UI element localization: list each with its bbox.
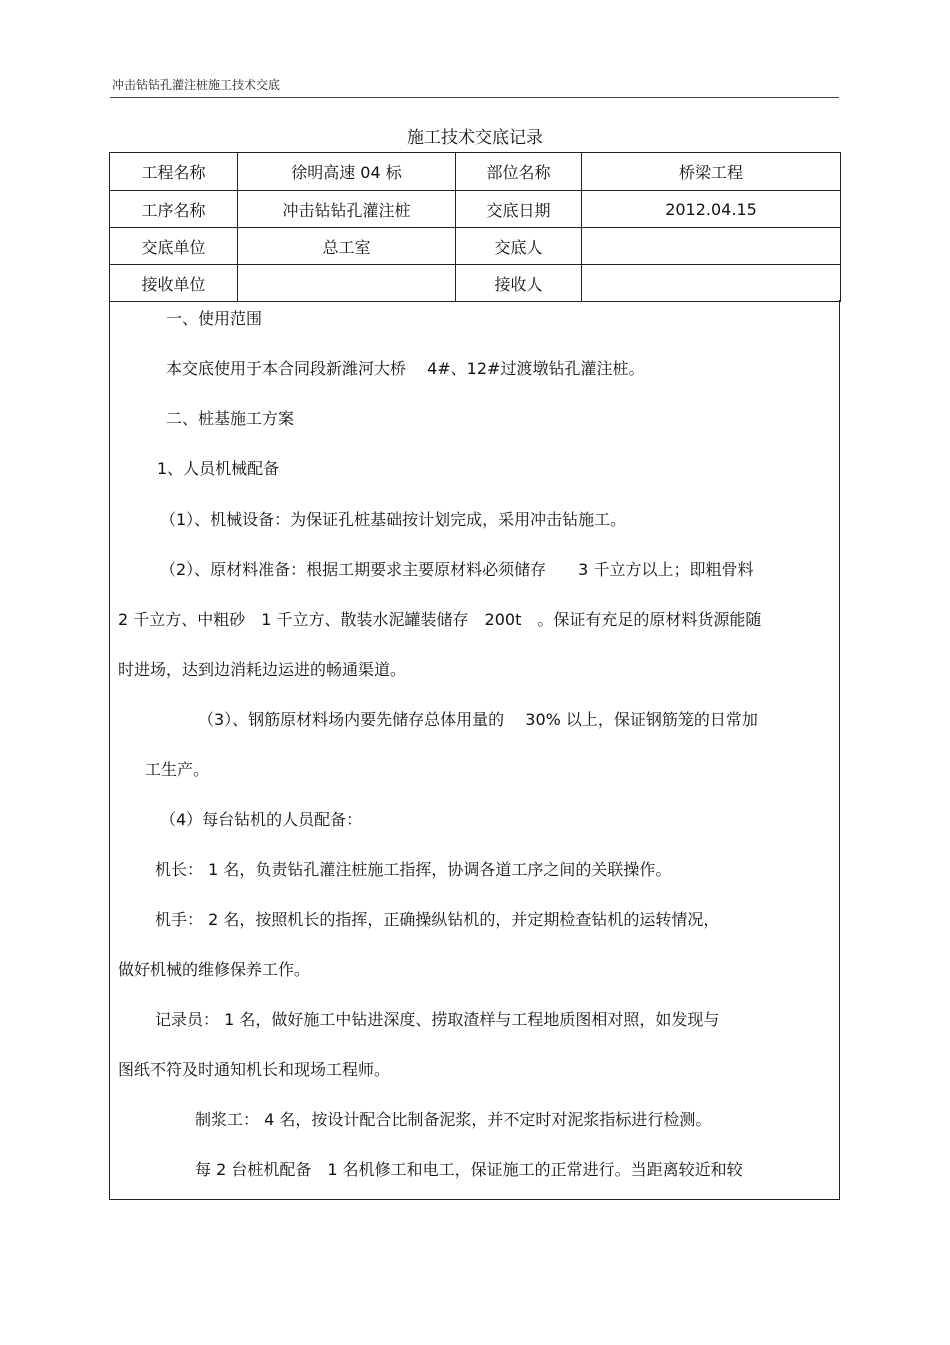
- paragraph-line: 机长： 1 名，负责钻孔灌注桩施工指挥，协调各道工序之间的关联操作。: [155, 860, 672, 879]
- receiver-value: [582, 265, 841, 302]
- handover-date-value: 2012.04.15: [582, 191, 841, 228]
- paragraph-line: 2 千立方、中粗砂 1 千立方、散装水泥罐装储存 200t 。保证有充足的原材料货源能随: [118, 610, 762, 629]
- handover-person-label: 交底人: [456, 228, 582, 265]
- paragraph-line: （1）、机械设备：为保证孔桩基础按计划完成，采用冲击钻施工。: [160, 510, 627, 529]
- subsection-heading: 1、人员机械配备: [157, 459, 280, 478]
- table-row: [110, 153, 841, 191]
- section-heading: 一、使用范围: [166, 309, 263, 328]
- handover-date-label: 交底日期: [456, 191, 582, 228]
- table-row: [110, 191, 841, 228]
- paragraph-line: 工生产。: [145, 760, 210, 779]
- handover-unit-value: 总工室: [238, 228, 456, 265]
- running-header: 冲击钻钻孔灌注桩施工技术交底: [112, 78, 281, 92]
- project-name-label: 工程名称: [110, 153, 238, 191]
- paragraph-line: 做好机械的维修保养工作。: [118, 960, 311, 979]
- paragraph-line: （2）、原材料准备：根据工期要求主要原材料必须储存 3 千立方以上；即粗骨料: [160, 560, 754, 579]
- paragraph-line: 机手： 2 名，按照机长的指挥，正确操纵钻机的，并定期检查钻机的运转情况，: [155, 910, 720, 929]
- paragraph-line: 本交底使用于本合同段新潍河大桥 4#、12#过渡墩钻孔灌注桩。: [166, 359, 645, 378]
- handover-unit-label: 交底单位: [110, 228, 238, 265]
- receiving-unit-value: [238, 265, 456, 302]
- process-name-label: 工序名称: [110, 191, 238, 228]
- paragraph-line: 图纸不符及时通知机长和现场工程师。: [118, 1060, 391, 1079]
- info-table: [109, 152, 841, 302]
- header-divider: [110, 97, 839, 98]
- table-row: [110, 265, 841, 302]
- paragraph-line: 制浆工： 4 名，按设计配合比制备泥浆，并不定时对泥浆指标进行检测。: [195, 1110, 712, 1129]
- handover-person-value: [582, 228, 841, 265]
- paragraph-line: （4）每台钻机的人员配备：: [160, 810, 363, 829]
- location-name-value: 桥梁工程: [582, 153, 841, 191]
- paragraph-line: 记录员： 1 名，做好施工中钻进深度、捞取渣样与工程地质图相对照，如发现与: [155, 1010, 720, 1029]
- process-name-value: 冲击钻钻孔灌注桩: [238, 191, 456, 228]
- project-name-value: 徐明高速 04 标: [238, 153, 456, 191]
- table-row: [110, 228, 841, 265]
- document-title: 施工技术交底记录: [407, 128, 543, 148]
- location-name-label: 部位名称: [456, 153, 582, 191]
- paragraph-line: （3）、钢筋原材料场内要先储存总体用量的 30% 以上，保证钢筋笼的日常加: [198, 710, 758, 729]
- section-heading: 二、桩基施工方案: [166, 409, 295, 428]
- paragraph-line: 每 2 台桩机配备 1 名机修工和电工，保证施工的正常进行。当距离较近和较: [195, 1160, 743, 1179]
- receiver-label: 接收人: [456, 265, 582, 302]
- receiving-unit-label: 接收单位: [110, 265, 238, 302]
- paragraph-line: 时进场，达到边消耗边运进的畅通渠道。: [118, 660, 407, 679]
